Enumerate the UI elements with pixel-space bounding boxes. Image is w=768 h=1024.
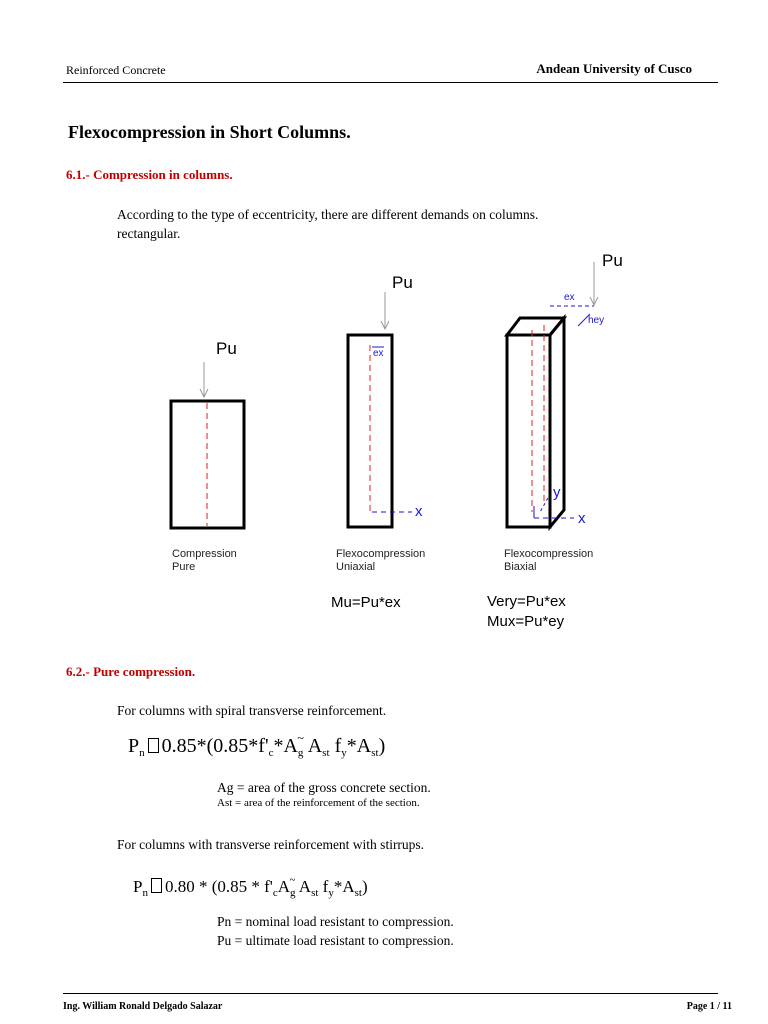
f1-k2: *A (273, 735, 298, 757)
footer-author: Ing. William Ronald Delgado Salazar (63, 1001, 223, 1012)
x-axis-label-uniaxial: x (415, 503, 423, 520)
definition-pu: Pu = ultimate load resistant to compression. (217, 933, 454, 948)
f2-tilde: ~ (289, 874, 296, 886)
f2-k3: A (295, 877, 312, 896)
f2-st: st (311, 887, 319, 899)
f1-y: y (341, 747, 347, 759)
formula-stirrups (133, 874, 368, 899)
f2-k1: 0.80 * (0.85 * f' (164, 877, 273, 896)
caption-1-line1: Compression (172, 548, 237, 560)
f2-y: y (328, 887, 334, 899)
f1-p: P (128, 735, 140, 757)
f2-st2: st (354, 887, 362, 899)
ex-label-biaxial: ex (564, 292, 575, 303)
footer-page-number: Page 1 / 11 (686, 1001, 732, 1012)
f1-k5: *A (346, 735, 372, 757)
y-axis-label-biaxial: y (553, 484, 561, 501)
f2-g: g (290, 887, 296, 899)
caption-biaxial (504, 548, 593, 574)
section-heading-compression-in-columns: 6.1.- Compression in columns. (66, 167, 233, 182)
stirrup-intro: For columns with transverse reinforcement with stirrups. (117, 837, 425, 852)
column-pure-compression (171, 362, 244, 528)
caption-pure-compression (172, 548, 237, 574)
f1-st2: st (371, 747, 379, 759)
f1-n: n (139, 747, 145, 759)
caption-2-line2: Uniaxial (336, 561, 376, 573)
caption-1-line2: Pure (172, 561, 196, 573)
f2-p: P (133, 877, 143, 896)
f1-g: g (297, 747, 304, 759)
load-label-1: Pu (216, 339, 237, 358)
ex-label-uniaxial: ex (373, 348, 384, 359)
f2-k4: f (318, 877, 329, 896)
formula-spiral (128, 731, 385, 759)
f2-close: ) (361, 877, 368, 896)
section1-intro-line2: rectangular. (117, 226, 181, 241)
load-label-2: Pu (392, 273, 413, 292)
page-title: Flexocompression in Short Columns. (68, 122, 351, 142)
f1-k3: A (303, 735, 323, 757)
load-label-3: Pu (602, 251, 623, 270)
missing-glyph-box-2 (151, 878, 162, 893)
f2-n: n (142, 887, 148, 899)
caption-uniaxial (336, 548, 425, 574)
spiral-intro: For columns with spiral transverse reinforcement. (117, 703, 387, 718)
f2-k2: A (277, 877, 291, 896)
f1-st: st (322, 747, 330, 759)
ey-label-biaxial: hey (588, 315, 605, 326)
f1-k1: 0.85*(0.85*f' (161, 735, 269, 757)
f1-close: ) (378, 735, 386, 757)
column-uniaxial (348, 292, 412, 527)
definition-ast: Ast = area of the reinforcement of the section. (217, 797, 420, 809)
running-header-left: Reinforced Concrete (66, 63, 166, 77)
definition-ag: Ag = area of the gross concrete section. (217, 780, 431, 795)
caption-2-line1: Flexocompression (336, 548, 426, 560)
definition-pn: Pn = nominal load resistant to compression. (217, 914, 454, 929)
moment-biaxial-line2: Mux=Pu*ey (487, 613, 565, 630)
f1-k4: f (329, 735, 342, 757)
caption-3-line2: Biaxial (504, 561, 537, 573)
section1-intro-line1: According to the type of eccentricity, there are different demands on columns. (117, 207, 539, 222)
moment-biaxial-line1: Very=Pu*ex (487, 593, 566, 610)
moment-uniaxial: Mu=Pu*ex (331, 594, 401, 611)
footer-rule (63, 993, 718, 994)
missing-glyph-box (148, 738, 159, 753)
f1-c: c (268, 747, 274, 759)
f2-k5: *A (333, 877, 355, 896)
f1-tilde: ~ (297, 731, 304, 745)
caption-3-line1: Flexocompression (504, 548, 594, 560)
x-axis-label-biaxial: x (578, 510, 586, 527)
moment-biaxial (487, 592, 566, 632)
section-heading-pure-compression: 6.2.- Pure compression. (66, 664, 196, 679)
running-header-right: Andean University of Cusco (536, 61, 692, 76)
f2-c: c (272, 887, 278, 899)
